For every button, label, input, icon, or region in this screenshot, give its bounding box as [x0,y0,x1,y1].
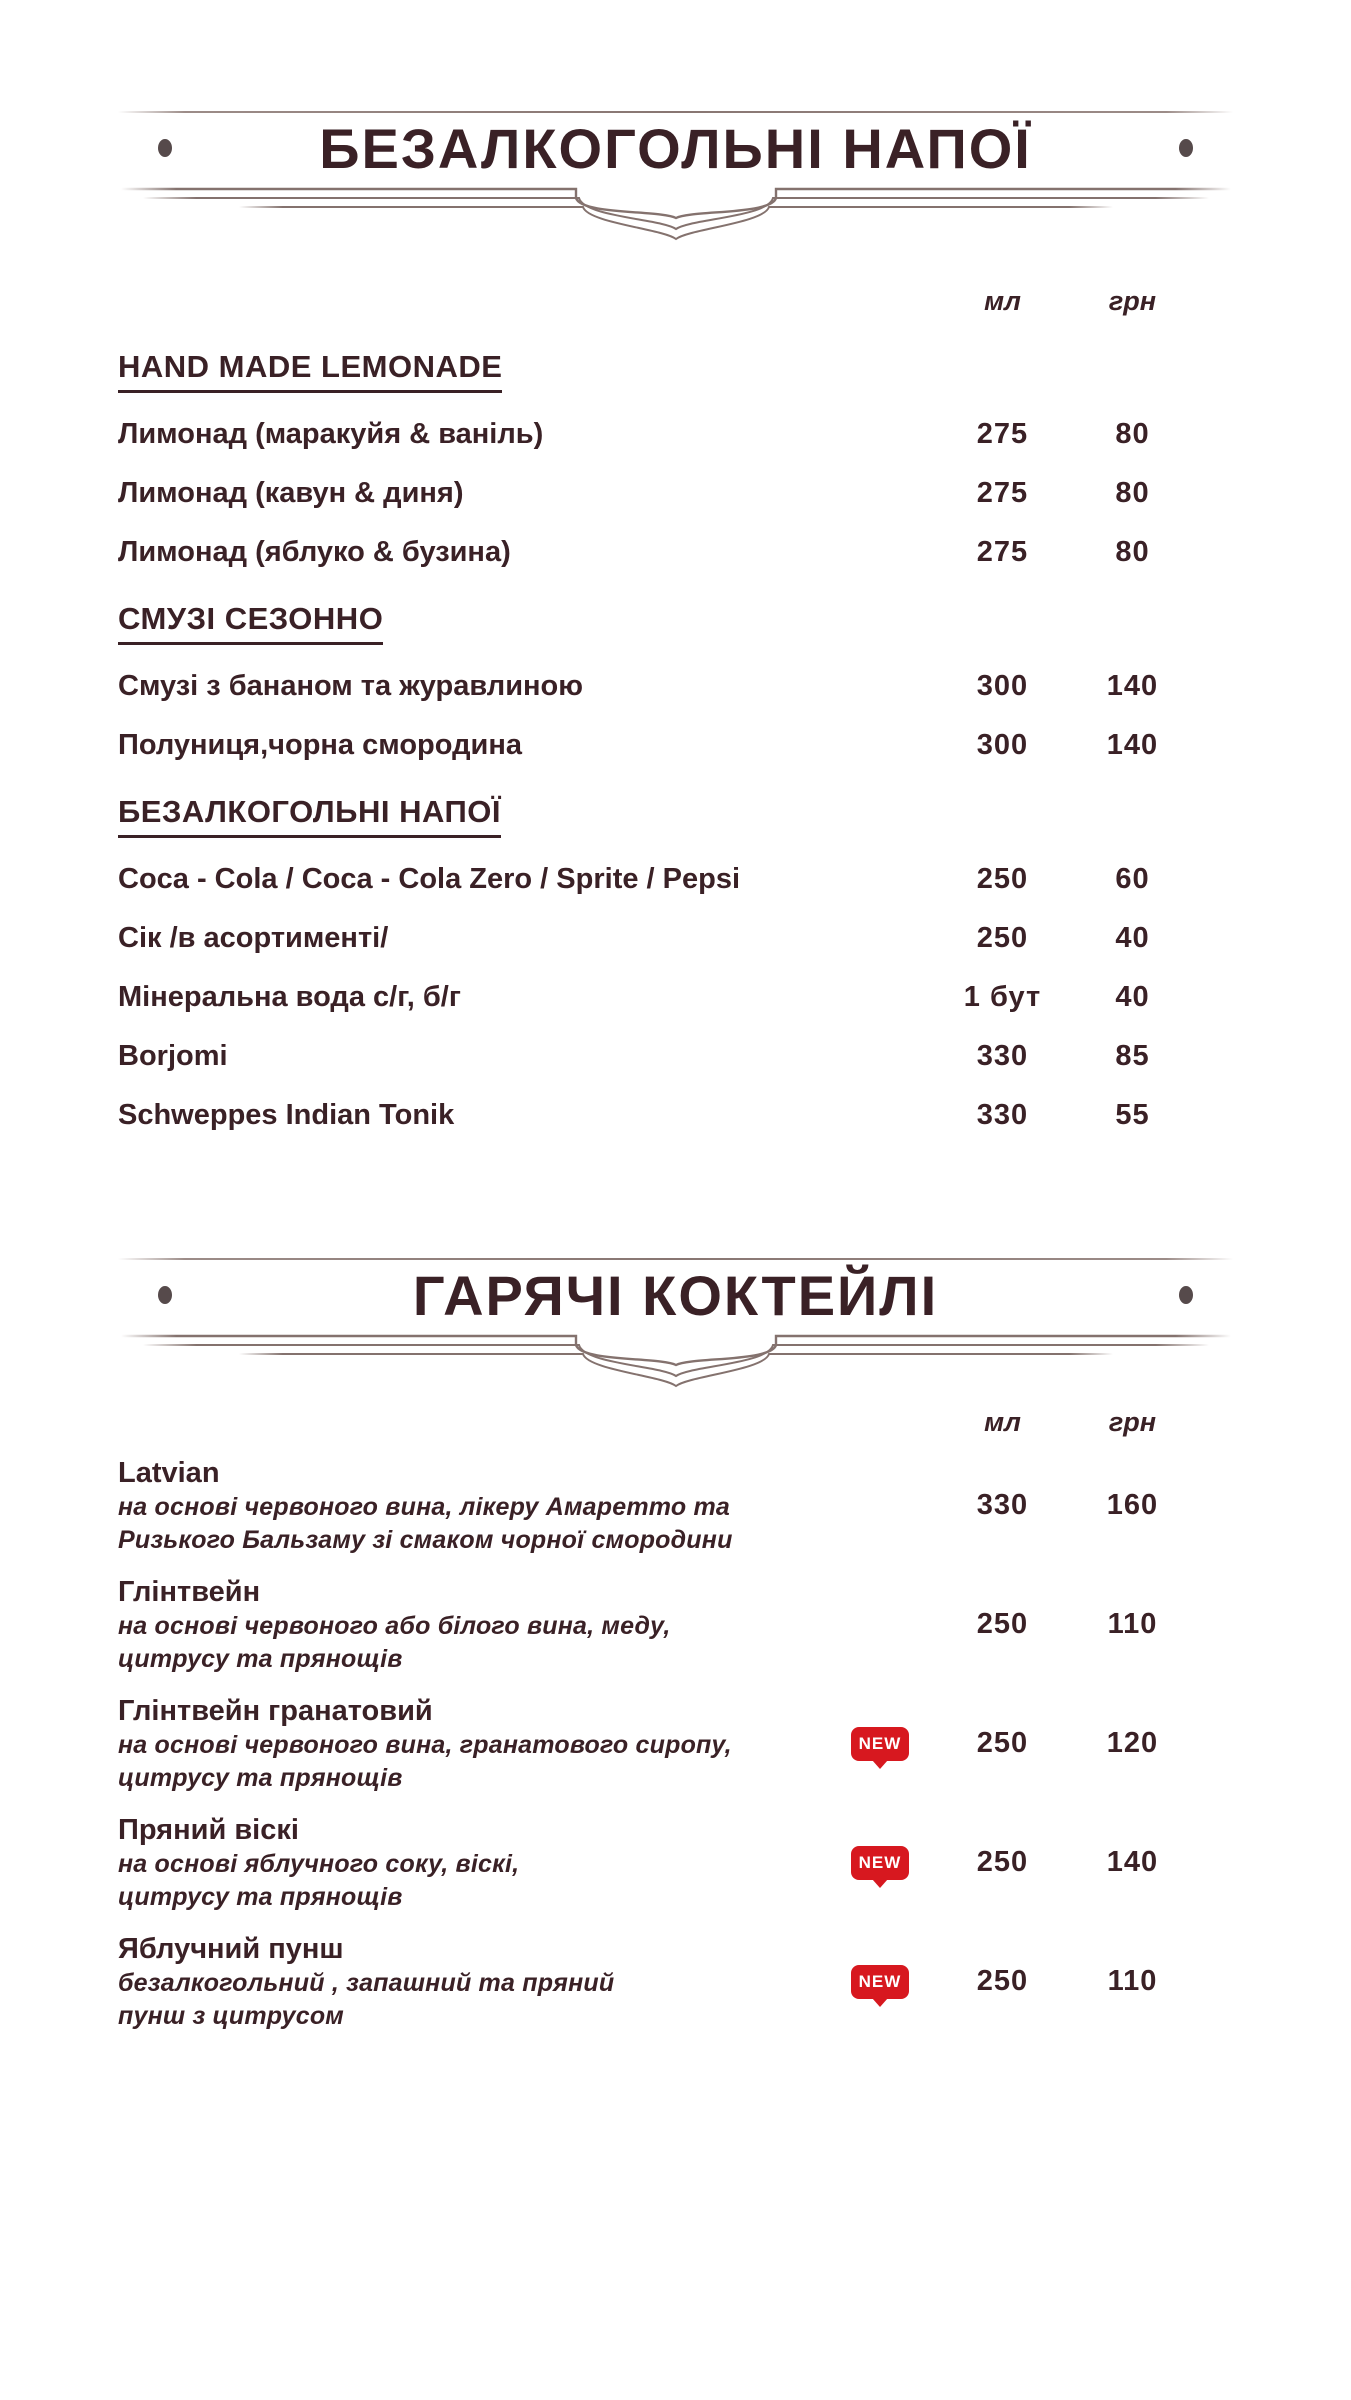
item-price: 40 [1115,922,1150,954]
item-price: 80 [1115,536,1150,568]
cocktail-name: Глінтвейн [118,1576,261,1608]
group-heading-label: СМУЗІ СЕЗОННО [118,601,383,645]
item-price: 55 [1115,1099,1150,1131]
item-volume: 275 [976,477,1029,509]
cocktail-list [118,1455,1233,2032]
new-badge: NEW [851,1965,909,1999]
cocktail-description [118,1729,945,1794]
menu-item-row [118,523,1233,582]
cocktail-name: Яблучний пунш [118,1933,344,1965]
menu-section [118,0,1233,1145]
item-volume: 250 [976,1965,1029,1997]
menu-item-row [118,1027,1233,1086]
left-bullet-icon [158,139,172,157]
section-body [118,1455,1233,2032]
item-price: 140 [1106,670,1159,702]
column-headers [118,283,1233,319]
cocktail-name: Глінтвейн гранатовий [118,1695,433,1727]
section-header [118,111,1233,243]
item-price: 40 [1115,981,1150,1013]
item-price: 110 [1107,1965,1158,1997]
menu-item-row [118,464,1233,523]
item-volume: 300 [976,729,1029,761]
section-body [118,345,1233,1145]
cocktail-info [118,1574,945,1675]
cocktail-info [118,1812,945,1913]
group-heading-label: БЕЗАЛКОГОЛЬНІ НАПОЇ [118,794,501,838]
item-volume: 275 [976,536,1029,568]
item-price: 80 [1115,418,1150,450]
cocktail-description [118,1610,945,1675]
item-volume: 275 [976,418,1029,450]
header-band [118,113,1233,183]
volume-column-header: мл [984,286,1021,316]
item-price: 80 [1115,477,1150,509]
group-items [118,850,1233,1145]
left-bullet-icon [158,1286,172,1304]
cocktail-description-line: на основі яблучного соку, віскі, [118,1850,520,1878]
section-header [118,1258,1233,1390]
cocktail-info [118,1693,945,1794]
cocktail-row [118,1574,1233,1675]
menu-item-row [118,909,1233,968]
item-price: 140 [1106,729,1159,761]
menu-item-row [118,968,1233,1027]
item-volume: 250 [976,1846,1029,1878]
new-badge: NEW [851,1727,909,1761]
item-price: 120 [1106,1727,1159,1759]
cocktail-info [118,1455,945,1556]
item-name: Schweppes Indian Tonik [118,1099,455,1131]
menu-section [118,1258,1233,2032]
menu-item-row [118,1086,1233,1145]
menu-item-row [118,405,1233,464]
cocktail-description-line: на основі червоного вина, лікеру Амаретто та [118,1493,731,1521]
cocktail-description-line: безалкогольний , запашний та пряний [118,1969,615,1997]
cocktail-description-line: цитрусу та прянощів [118,1644,403,1673]
item-volume: 250 [976,1727,1029,1759]
section-title: ГАРЯЧІ КОКТЕЙЛІ [412,1263,939,1327]
cocktail-info [118,1931,945,2032]
group-items [118,657,1233,775]
item-volume: 330 [976,1489,1029,1521]
chevron-ornament-icon [121,185,1231,243]
cocktail-description-line: цитрусу та прянощів [118,1763,403,1792]
cocktail-description-line: на основі червоного вина, гранатового сиропу, [118,1731,732,1759]
item-volume: 250 [976,863,1029,895]
item-name: Мінеральна вода с/г, б/г [118,981,461,1013]
item-volume: 250 [976,1608,1029,1640]
cocktail-name: Пряний віскі [118,1814,299,1846]
cocktail-description-line: пунш з цитрусом [118,2001,344,2030]
cocktail-row [118,1931,1233,2032]
volume-column-header: мл [984,1407,1021,1437]
cocktail-description [118,1848,945,1913]
item-volume: 330 [976,1099,1029,1131]
menu-page [118,0,1233,2032]
item-name: Смузі з бананом та журавлиною [118,670,584,702]
item-name: Лимонад (кавун & диня) [118,477,464,509]
menu-item-row [118,716,1233,775]
item-volume: 1 бут [963,981,1042,1013]
item-name: Сік /в асортименті/ [118,922,389,954]
item-price: 160 [1106,1489,1159,1521]
cocktail-row [118,1455,1233,1556]
right-bullet-icon [1179,1286,1193,1304]
new-badge: NEW [851,1846,909,1880]
menu-item-row [118,657,1233,716]
cocktail-description [118,1491,945,1556]
item-name: Лимонад (маракуйя & ваніль) [118,418,544,450]
group-heading [118,345,1233,393]
chevron-ornament-icon [121,1332,1231,1390]
menu-item-row [118,850,1233,909]
item-volume: 300 [976,670,1029,702]
column-headers [118,1404,1233,1440]
item-name: Borjomi [118,1040,228,1072]
item-name: Полуниця,чорна смородина [118,729,522,761]
cocktail-description [118,1967,945,2032]
item-price: 110 [1107,1608,1158,1640]
item-volume: 250 [976,922,1029,954]
group-heading [118,790,1233,838]
item-price: 60 [1115,863,1150,895]
group-heading-label: HAND MADE LEMONADE [118,349,502,393]
item-name: Лимонад (яблуко & бузина) [118,536,511,568]
cocktail-name: Latvian [118,1457,220,1489]
item-volume: 330 [976,1040,1029,1072]
group-heading [118,597,1233,645]
cocktail-description-line: на основі червоного або білого вина, меду, [118,1612,671,1640]
price-column-header: грн [1108,286,1157,316]
cocktail-row [118,1812,1233,1913]
group-items [118,405,1233,582]
cocktail-description-line: Ризького Бальзаму зі смаком чорної смородини [118,1525,733,1554]
header-band [118,1260,1233,1330]
right-bullet-icon [1179,139,1193,157]
item-price: 140 [1106,1846,1159,1878]
cocktail-description-line: цитрусу та прянощів [118,1882,403,1911]
item-name: Coca - Cola / Coca - Cola Zero / Sprite / Pepsi [118,863,741,895]
item-price: 85 [1115,1040,1150,1072]
section-title: БЕЗАЛКОГОЛЬНІ НАПОЇ [319,116,1032,180]
cocktail-row [118,1693,1233,1794]
price-column-header: грн [1108,1407,1157,1437]
